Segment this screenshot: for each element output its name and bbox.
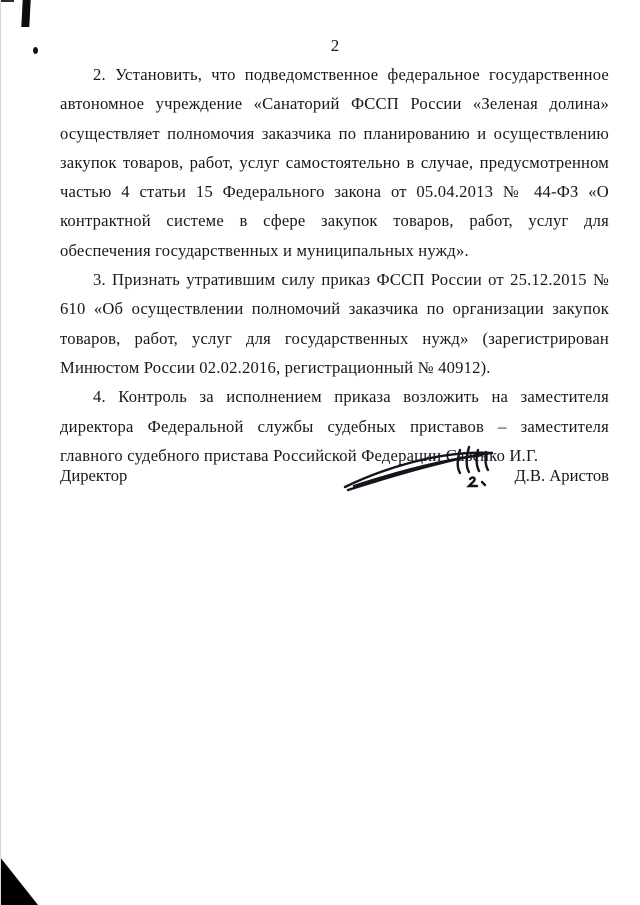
scan-artifact-top-edge bbox=[0, 0, 14, 2]
paragraph-item-2: 2. Установить, что подведомственное федеральное государственное автономное учреждение «Санаторий ФССП России «Зеленая долина» осуществляет полномочия заказчика по планированию и осуществлению закупок товаров, работ, услуг самостоятельно в случае, предусмотренном частью 4 статьи 15 Федерального закона от 05.04.2013 № 44-ФЗ «О контрактной системе в сфере закупок товаров, работ, услуг для обеспечения государственных и муниципальных нужд». bbox=[60, 65, 609, 260]
document-body bbox=[60, 60, 609, 470]
page-number: 2 bbox=[330, 36, 340, 55]
signer-name-label: Д.В. Аристов bbox=[514, 466, 609, 485]
scan-artifact-top-left-bar bbox=[21, 0, 30, 27]
scan-artifact-bottom-left-wedge bbox=[0, 857, 38, 905]
paragraph-item-3: 3. Признать утратившим силу приказ ФССП России от 25.12.2015 № 610 «Об осуществлении полномочий заказчика по организации закупок товаров, работ, услуг для государственных нужд» (зарегистрирован Минюстом России 02.02.2016, регистрационный № 40912). bbox=[60, 270, 609, 377]
handwritten-signature-icon bbox=[342, 442, 514, 500]
signer-role-label: Директор bbox=[60, 466, 128, 485]
signature-block bbox=[60, 458, 609, 508]
scan-artifact-dot bbox=[33, 47, 38, 54]
scan-edge-line bbox=[0, 0, 1, 905]
paragraph-item-4: 4. Контроль за исполнением приказа возложить на заместителя директора Федеральной службы судебных приставов – заместителя главного судебного пристава Российской Федерации Савенко И.Г. bbox=[60, 387, 609, 465]
